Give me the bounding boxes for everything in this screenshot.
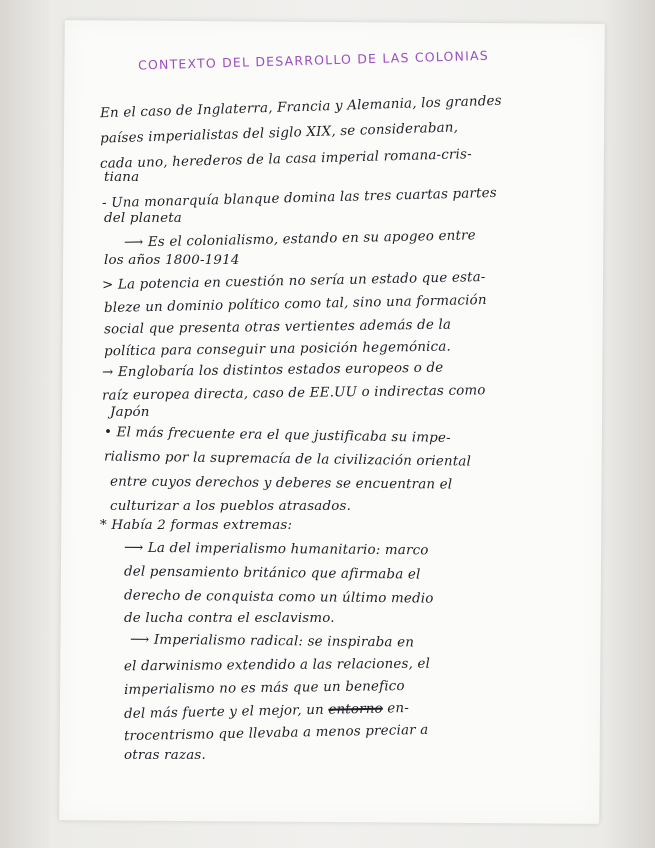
text-line: cada uno, herederos de la casa imperial romana-cris- [99, 147, 473, 172]
text-line: → Englobaría los distintos estados europeos o de [101, 360, 444, 381]
text-line: ⟶ La del imperialismo humanitario: marco [123, 540, 429, 559]
text-line: bleze un dominio político como tal, sino una formación [103, 292, 487, 317]
text-line: > La potencia en cuestión no sería un estado que esta- [101, 269, 486, 294]
text-segment: en- [387, 701, 410, 717]
page-title: CONTEXTO DEL DESARROLLO DE LAS COLONIAS [137, 47, 490, 73]
text-line: el darwinismo extendido a las relaciones, el [123, 656, 431, 675]
text-segment: del más fuerte y el mejor, un [123, 702, 325, 722]
text-line: - Una monarquía blanque domina las tres cuartas partes [101, 185, 498, 212]
text-line: raíz europea directa, caso de EE.UU o indirectas como [101, 383, 486, 404]
text-line: de lucha contra el esclavismo. [124, 611, 335, 626]
text-line: • El más frecuente era el que justificaba su impe- [103, 424, 451, 447]
text-line: culturizar a los pueblos atrasados. [110, 499, 352, 514]
text-line: imperialismo no es más que un benefico [123, 679, 405, 698]
text-line: * Había 2 formas extremas: [100, 518, 293, 533]
text-line: entre cuyos derechos y deberes se encuentran el [109, 474, 453, 493]
text-line: del pensamiento británico que afirmaba el [123, 564, 421, 583]
text-line: derecho de conquista como un último medio [123, 588, 434, 607]
text-line: tiana [104, 170, 140, 185]
text-line: trocentrismo que llevaba a menos preciar a [123, 722, 429, 745]
text-line: Japón [110, 405, 150, 420]
text-line: ⟶ Imperialismo radical: se inspiraba en [129, 632, 415, 651]
text-line: política para conseguir una posición hegemónica. [103, 339, 452, 360]
text-line: ⟶ Es el colonialismo, estando en su apogeo entre [123, 228, 476, 251]
text-line: del planeta [104, 211, 182, 226]
text-line: En el caso de Inglaterra, Francia y Alemania, los grandes [99, 93, 502, 122]
text-line: rialismo por la supremacía de la civilización oriental [103, 449, 472, 470]
text-line: otras razas. [124, 748, 206, 763]
crossed-out-word: entorno [328, 701, 384, 718]
text-line: los años 1800-1914 [104, 253, 240, 268]
text-line: países imperialistas del siglo XIX, se consideraban, [99, 120, 459, 147]
text-line: social que presenta otras vertientes además de la [103, 317, 452, 338]
